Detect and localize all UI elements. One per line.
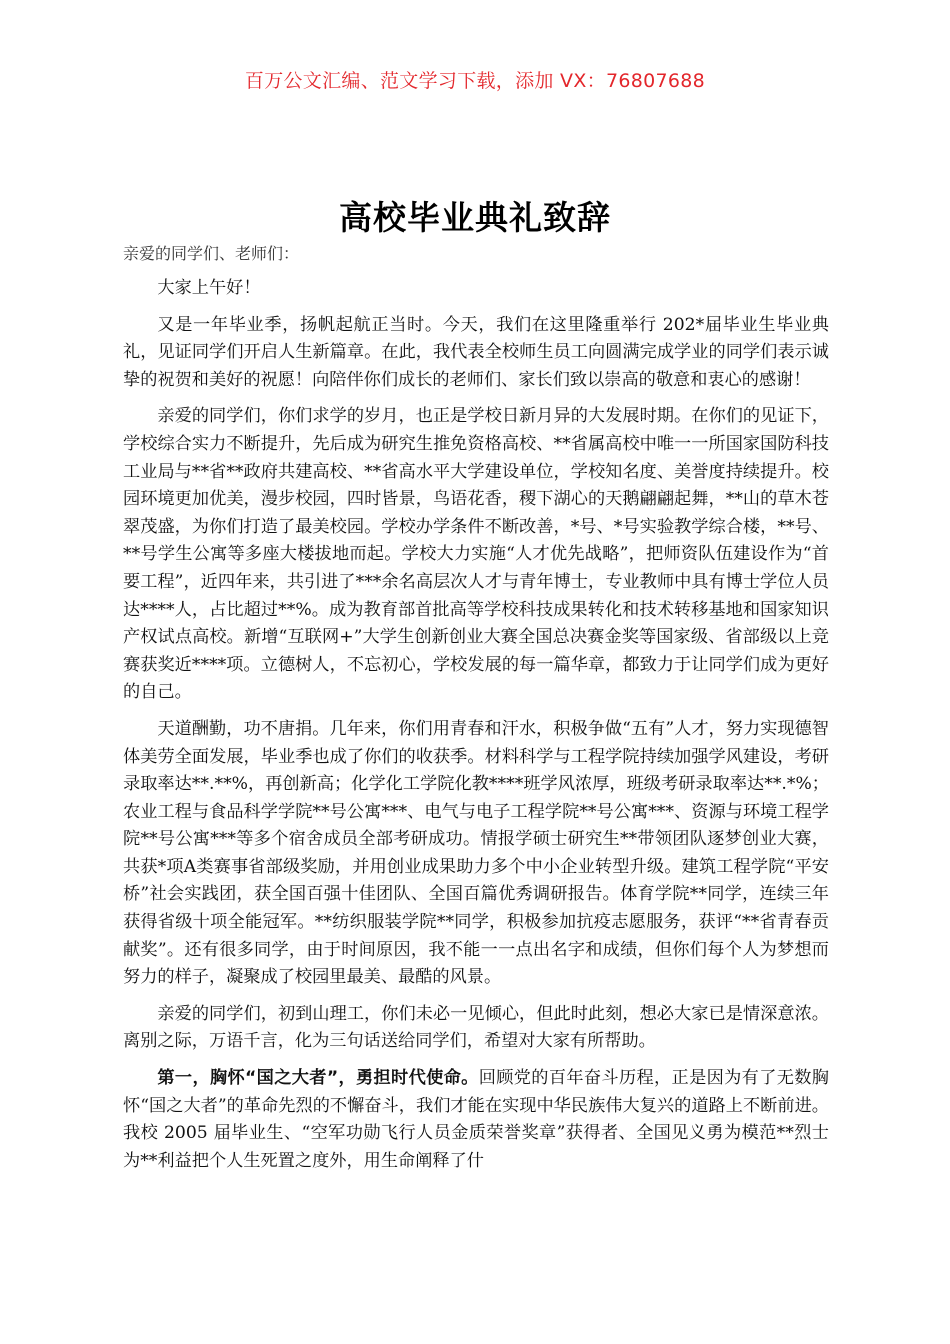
paragraph-greeting: 大家上午好！ [157, 278, 261, 298]
paragraph-point-one [123, 1065, 829, 1175]
paragraph-opening: 又是一年毕业季，扬帆起航正当时。今天，我们在这里隆重举行 202*届毕业生毕业典礼，见证同学们开启人生新篇章。在此，我代表全校师生员工向圆满完成学业的同学们表示诚挚的祝贺和美好的祝愿！向陪伴你们成长的老师们、家长们致以崇高的敬意和衷心的感谢！ [123, 314, 829, 390]
point-one-heading: 第一，胸怀“国之大者”，勇担时代使命。 [157, 1068, 479, 1089]
point-one-text: 回顾党的百年奋斗历程，正是因为有了无数胸怀“国之大者”的革命先烈的不懈奋斗，我们才能在实现中华民族伟大复兴的道路上不断前进。我校 2005 届毕业生、“空军功勋飞行人员金质荣誉奖章”获得者、全国见义勇为模范**烈士为**利益把个人生死置之度外，用生命阐释了什 [123, 1068, 829, 1171]
paragraph-school-development: 亲爱的同学们，你们求学的岁月，也正是学校日新月异的大发展时期。在你们的见证下，学校综合实力不断提升，先后成为研究生推免资格高校、**省属高校中唯一一所国家国防科技工业局与**省**政府共建高校、**省高水平大学建设单位，学校知名度、美誉度持续提升。校园环境更加优美，漫步校园，四时皆景，鸟语花香，稷下湖心的天鹅翩翩起舞，**山的草木苍翠茂盛，为你们打造了最美校园。学校办学条件不断改善，*号、*号实验教学综合楼，**号、**号学生公寓等多座大楼拔地而起。学校大力实施“人才优先战略”，把师资队伍建设作为“首要工程”，近四年来，共引进了***余名高层次人才与青年博士，专业教师中具有博士学位人员达****人，占比超过**%。成为教育部首批高等学校科技成果转化和技术转移基地和国家知识产权试点高校。新增“互联网+”大学生创新创业大赛全国总决赛金奖等国家级、省部级以上竞赛获奖近****项。立德树人，不忘初心，学校发展的每一篇华章，都致力于让同学们成为更好的自己。 [123, 406, 829, 703]
paragraph-student-achievements: 天道酬勤，功不唐捐。几年来，你们用青春和汗水，积极争做“五有”人才，努力实现德智体美劳全面发展，毕业季也成了你们的收获季。材料科学与工程学院持续加强学风建设，考研录取率达**.**%，再创新高；化学化工学院化教****班学风浓厚，班级考研录取率达**.*%；农业工程与食品科学学院**号公寓***、电气与电子工程学院**号公寓***、资源与环境工程学院**号公寓***等多个宿舍成员全部考研成功。情报学硕士研究生**带领团队逐梦创业大赛，共获*项A类赛事省部级奖励，并用创业成果助力多个中小企业转型升级。建筑工程学院“平安桥”社会实践团，获全国百强十佳团队、全国百篇优秀调研报告。体育学院**同学，连续三年获得省级十项全能冠军。**纺织服装学院**同学，积极参加抗疫志愿服务，获评“**省青春贡献奖”。还有很多同学，由于时间原因，我不能一一点出名字和成绩，但你们每个人为梦想而努力的样子，凝聚成了校园里最美、最酷的风景。 [123, 718, 829, 988]
salutation: 亲爱的同学们、老师们： [123, 244, 300, 263]
paragraph-farewell-intro: 亲爱的同学们，初到山理工，你们未必一见倾心，但此时此刻，想必大家已是情深意浓。离别之际，万语千言，化为三句话送给同学们，希望对大家有所帮助。 [123, 1003, 829, 1052]
header-banner: 百万公文汇编、范文学习下载，添加 VX：76807688 [244, 70, 706, 92]
document-title: 高校毕业典礼致辞 [339, 198, 611, 237]
document-body [123, 275, 829, 1184]
